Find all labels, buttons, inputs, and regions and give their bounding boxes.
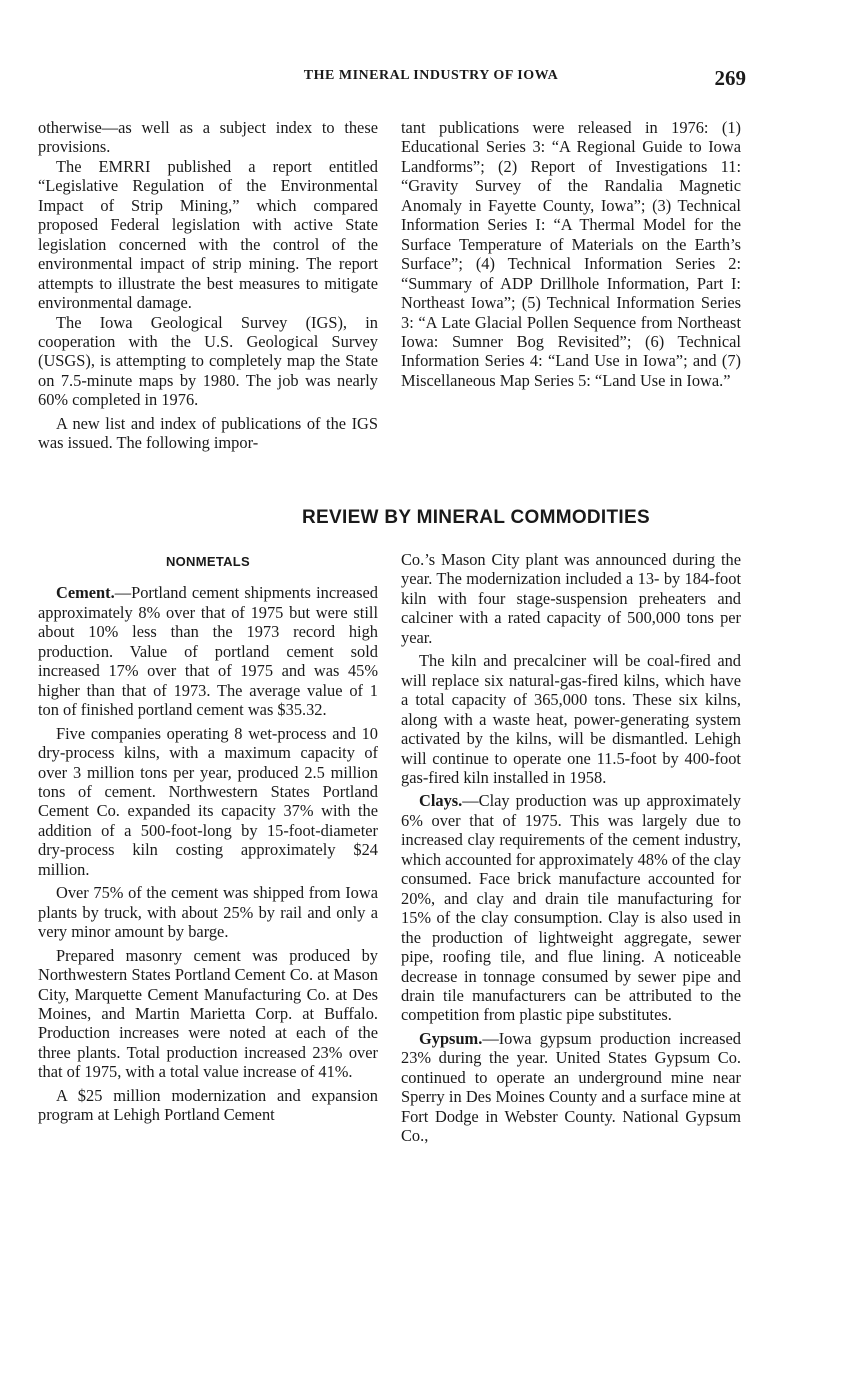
- subheading-nonmetals: NONMETALS: [165, 554, 251, 569]
- paragraph: tant publications were released in 1976: (1) Educational Series 3: “A Regional Guide to Iowa Landforms”; (2) Report of Investigations 11: “Gravity Survey of the Randalia Magnetic Anomaly in Fayette County, Iowa”; (3) Technical Information Series I: “A Thermal Model for the Surface Temperature of Materials on the Earth’s Surface”; (4) Technical Information Series 2: “Summary of ADP Drillhole Information, Part I: Northeast Iowa”; (5) Technical Information Series 3: “A Late Glacial Pollen Sequence from Northeast Iowa: Sumner Bog Revisited”; (6) Technical Information Series 4: “Land Use in Iowa”; and (7) Miscellaneous Map Series 5: “Land Use in Iowa.”: [401, 118, 741, 390]
- paragraph-cement: Cement.—Portland cement shipments increased approximately 8% over that of 1975 but were still about 10% less than the 1973 record high production. Value of portland cement sold increased 17% over that of 1975 and was 45% higher than that of 1973. The average value of 1 ton of finished portland cement was $35.32.: [38, 583, 378, 720]
- paragraph: Five companies operating 8 wet-process and 10 dry-process kilns, with a maximum capacity of over 3 million tons per year, produced 2.5 million tons of cement. Northwestern States Portland Cement Co. expanded its capacity 37% with the addition of a 500-foot-long by 15-foot-diameter dry-process kiln costing approximately $24 million.: [38, 723, 378, 879]
- top-right-column: [401, 118, 741, 390]
- paragraph: otherwise—as well as a subject index to these provisions.: [38, 118, 378, 157]
- paragraph: Over 75% of the cement was shipped from Iowa plants by truck, with about 25% by rail and only a very minor amount by barge.: [38, 883, 378, 942]
- runin-cement: Cement.: [56, 583, 115, 603]
- paragraph: A new list and index of publications of the IGS was issued. The following impor-: [38, 413, 378, 453]
- paragraph: Prepared masonry cement was produced by Northwestern States Portland Cement Co. at Mason City, Marquette Cement Manufacturing Co. at Des Moines, and Martin Marietta Corp. at Buffalo. Production increases were noted at each of the three plants. Total production increased 23% over that of 1975, with a total value increase of 41%.: [38, 945, 378, 1082]
- section-heading: REVIEW BY MINERAL COMMODITIES: [302, 507, 650, 528]
- running-title: THE MINERAL INDUSTRY OF IOWA: [303, 68, 559, 83]
- paragraph: The kiln and precalciner will be coal-fired and will replace six natural-gas-fired kilns, which have a total capacity of 365,000 tons. These six kilns, along with a waste heat, power-generating system activated by the kilns, will be dismantled. Lehigh will continue to operate one 11.5-foot by 400-foot gas-fired kiln installed in 1958.: [401, 651, 741, 787]
- page-number: 269: [714, 66, 746, 90]
- bottom-left-column: [38, 552, 378, 1125]
- paragraph-gypsum: Gypsum.—Iowa gypsum production increased 23% during the year. United States Gypsum Co. continued to operate an underground mine near Sperry in Des Moines County and a surface mine at Fort Dodge in Webster County. National Gypsum Co.,: [401, 1028, 741, 1146]
- runin-clays: Clays.: [419, 791, 463, 811]
- paragraph: A $25 million modernization and expansion program at Lehigh Portland Cement: [38, 1085, 378, 1125]
- top-left-column: [38, 118, 378, 453]
- bottom-right-column: [401, 550, 741, 1146]
- paragraph-clays: Clays.—Clay production was up approximately 6% over that of 1975. This was largely due to increased clay requirements of the cement industry, which accounted for approximately 48% of the clay consumed. Face brick manufacture accounted for 20%, and clay and drain tile manufacturing for 15% of the clay consumption. Clay is also used in the production of lightweight aggregate, sewer pipe, roofing tile, and flue lining. A noticeable decrease in tonnage consumed by sewer pipe and drain tile manufacturers can be attributed to the competition from plastic pipe substitutes.: [401, 791, 741, 1025]
- runin-gypsum: Gypsum.: [419, 1028, 483, 1048]
- paragraph: The Iowa Geological Survey (IGS), in cooperation with the U.S. Geological Survey (USGS), is attempting to completely map the State on 7.5-minute maps by 1980. The job was nearly 60% completed in 1976.: [38, 312, 378, 410]
- paragraph: Co.’s Mason City plant was announced during the year. The modernization included a 13- by 184-foot kiln with four stage-suspension preheaters and calciner with a rated capacity of 500,000 tons per year.: [401, 550, 741, 647]
- paragraph: The EMRRI published a report entitled “Legislative Regulation of the Environmental Impact of Strip Mining,” which compared proposed Federal legislation with active State legislation concerned with the control of the environmental impact of strip mining. The report attempts to illustrate the best measures to mitigate environmental damage.: [38, 156, 378, 313]
